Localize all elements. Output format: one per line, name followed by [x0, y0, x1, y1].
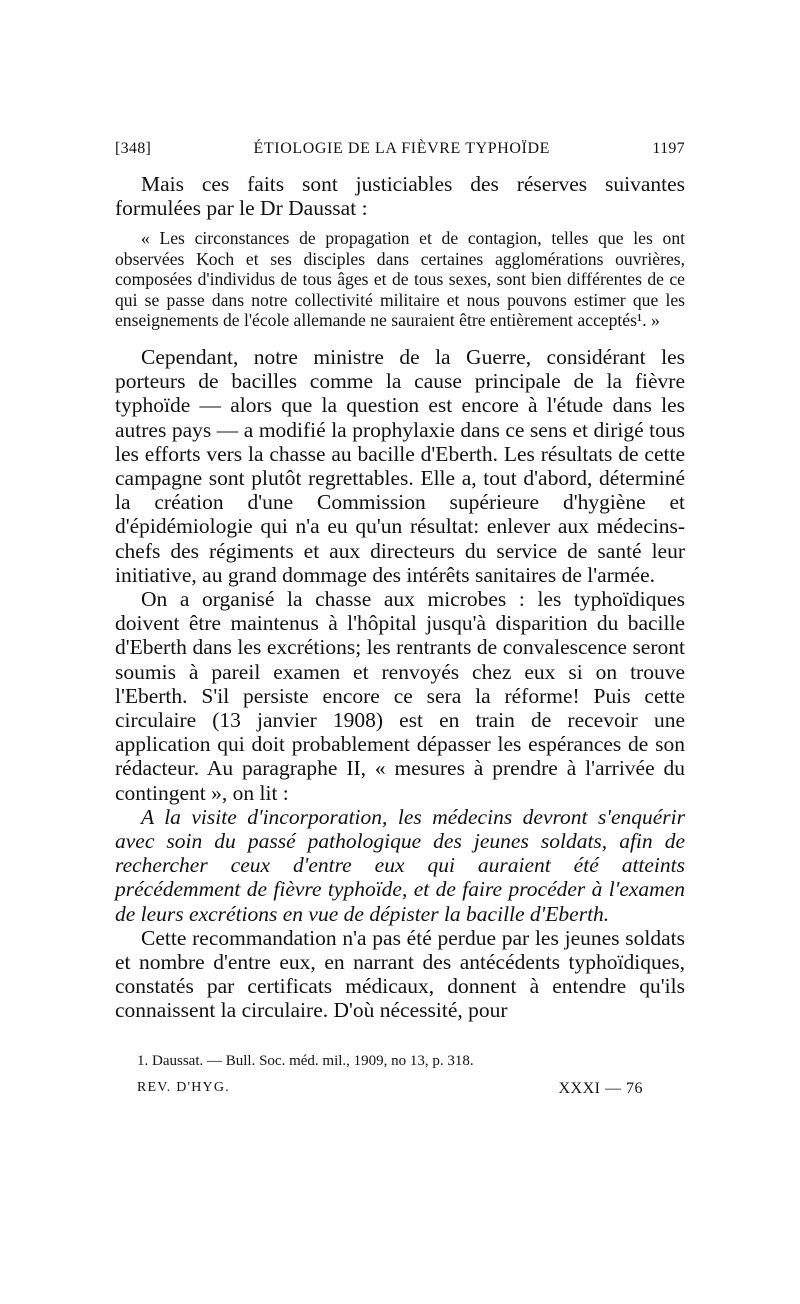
footnote: 1. Daussat. — Bull. Soc. méd. mil., 1909, no 13, p. 318. [137, 1052, 474, 1069]
page-footer [115, 1080, 685, 1098]
running-header [115, 140, 685, 158]
paragraph-5: Cette recommandation n'a pas été perdue par les jeunes soldats et nombre d'entre eux, en narrant des antécédents typhoïdiques, constatés par certificats médicaux, donnent à entendre qu'ils connaissent la circulaire. D'où nécessité, pour [115, 925, 685, 1023]
paragraph-3: On a organisé la chasse aux microbes : les typhoïdiques doivent être maintenus à l'hôpital jusqu'à disparition du bacille d'Eberth dans les excrétions; les rentrants de convalescence seront soumis à pareil examen et renvoyés chez eux si on trouve l'Eberth. S'il persiste encore ce sera la réforme! Puis cette circulaire (13 janvier 1908) est en train de recevoir une application qui doit probablement dépasser les espérances de son rédacteur. Au paragraphe II, « mesures à prendre à l'arrivée du contingent », on lit : [115, 586, 685, 805]
page-number: 1197 [652, 140, 685, 157]
running-title: ÉTIOLOGIE DE LA FIÈVRE TYPHOÏDE [253, 140, 551, 157]
page [115, 140, 685, 1098]
page-reference: [348] [115, 140, 152, 157]
signature-mark: XXXI — 76 [558, 1079, 643, 1097]
journal-abbreviation: REV. D'HYG. [137, 1079, 230, 1095]
paragraph-italic-citation: A la visite d'incorporation, les médecins devront s'enquérir avec soin du passé pathologique des jeunes soldats, afin de rechercher ceux d'entre eux qui auraient été atteints précédemment de fièvre typhoïde, et de faire procéder à l'examen de leurs excrétions en vue de dépister la bacille d'Eberth. [115, 804, 685, 926]
block-quote: « Les circonstances de propagation et de contagion, telles que les ont observées Koch et ses disciples dans certaines agglomérations ouvrières, composées d'individus de tous âges et de tous sexes, sont bien différentes de ce qui se passe dans notre collectivité militaire et nous pouvons estimer que les enseignements de l'école allemande ne sauraient être entièrement acceptés¹. » [115, 228, 685, 331]
paragraph-1: Mais ces faits sont justiciables des réserves suivantes formulées par le Dr Daussat : [115, 172, 685, 221]
paragraph-2: Cependant, notre ministre de la Guerre, considérant les porteurs de bacilles comme la cause principale de la fièvre typhoïde — alors que la question est encore à l'étude dans les autres pays — a modifié la prophylaxie dans ce sens et dirigé tous les efforts vers la chasse au bacille d'Eberth. Les résultats de cette campagne sont plutôt regrettables. Elle a, tout d'abord, déterminé la création d'une Commission supérieure d'hygiène et d'épidémiologie qui n'a eu qu'un résultat: enlever aux médecins-chefs des régiments et aux directeurs du service de santé leur initiative, au grand dommage des intérêts sanitaires de l'armée. [115, 344, 685, 587]
